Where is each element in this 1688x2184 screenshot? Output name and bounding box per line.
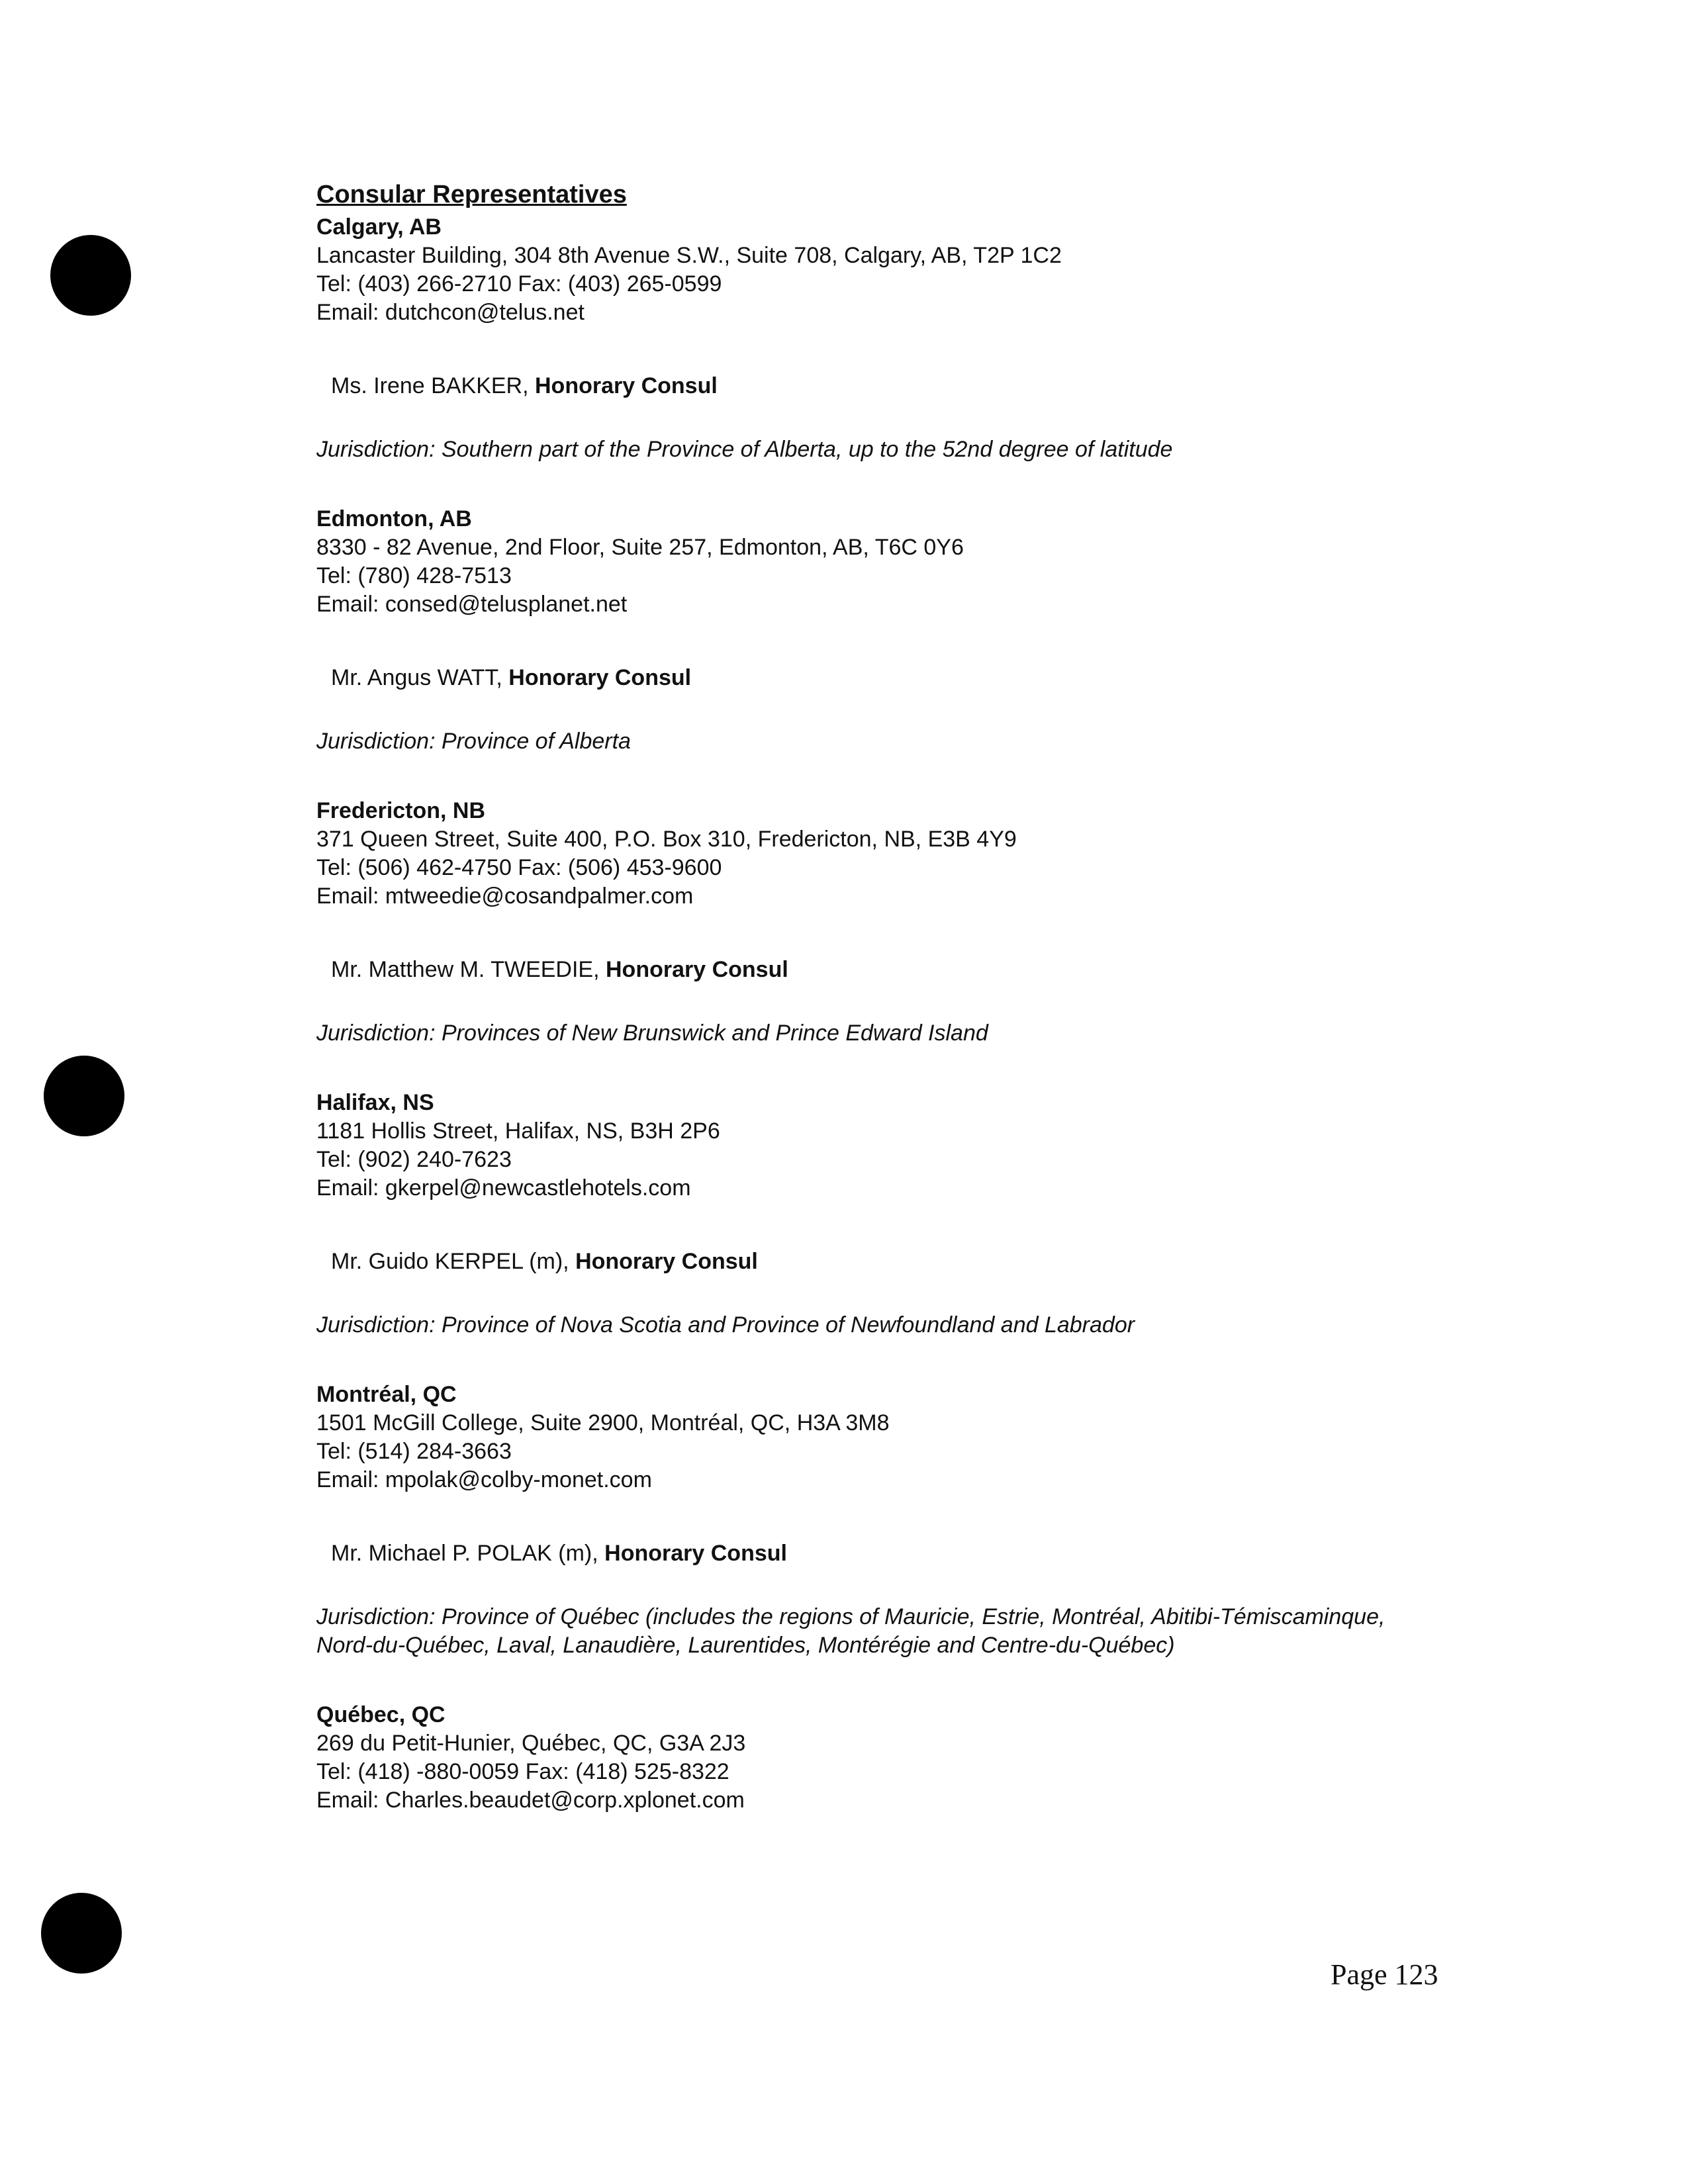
office-city: Calgary, AB bbox=[316, 214, 442, 240]
office-address: 371 Queen Street, Suite 400, P.O. Box 310, Fredericton, NB, E3B 4Y9 bbox=[316, 827, 1017, 852]
jurisdiction: Jurisdiction: Southern part of the Province of Alberta, up to the 52nd degree of latitude bbox=[316, 437, 1173, 462]
consul-name: Mr. Guido KERPEL (m), bbox=[331, 1249, 576, 1274]
office-phone: Tel: (514) 284-3663 bbox=[316, 1439, 512, 1464]
office-address: 1181 Hollis Street, Halifax, NS, B3H 2P6 bbox=[316, 1118, 720, 1144]
office-email: Email: gkerpel@newcastlehotels.com bbox=[316, 1175, 691, 1201]
consul-name: Ms. Irene BAKKER, bbox=[331, 373, 535, 398]
consul-name: Mr. Angus WATT, bbox=[331, 665, 509, 690]
consul-entry bbox=[331, 664, 1508, 692]
office-city: Edmonton, AB bbox=[316, 506, 472, 531]
office-email: Email: Charles.beaudet@corp.xplonet.com bbox=[316, 1788, 745, 1813]
section-heading: Consular Representatives bbox=[316, 181, 627, 208]
office-phone: Tel: (506) 462-4750 Fax: (506) 453-9600 bbox=[316, 855, 722, 880]
consul-name: Mr. Matthew M. TWEEDIE, bbox=[331, 957, 606, 982]
consul-entry bbox=[331, 1539, 1508, 1568]
office-city: Montréal, QC bbox=[316, 1382, 457, 1407]
office-phone: Tel: (418) -880-0059 Fax: (418) 525-8322 bbox=[316, 1759, 729, 1784]
office-address: Lancaster Building, 304 8th Avenue S.W., Suite 708, Calgary, AB, T2P 1C2 bbox=[316, 243, 1062, 268]
office-address: 1501 McGill College, Suite 2900, Montréal, QC, H3A 3M8 bbox=[316, 1410, 890, 1435]
office-quebec bbox=[316, 1701, 1508, 1815]
office-city: Fredericton, NB bbox=[316, 798, 486, 823]
jurisdiction: Jurisdiction: Province of Nova Scotia and Province of Newfoundland and Labrador bbox=[316, 1312, 1135, 1338]
office-fredericton bbox=[316, 797, 1508, 1048]
jurisdiction: Jurisdiction: Province of Alberta bbox=[316, 729, 631, 754]
office-calgary bbox=[316, 213, 1508, 464]
consul-role: Honorary Consul bbox=[575, 1249, 758, 1274]
office-montreal bbox=[316, 1381, 1508, 1660]
consul-role: Honorary Consul bbox=[535, 373, 718, 398]
consul-name: Mr. Michael P. POLAK (m), bbox=[331, 1541, 605, 1566]
consul-entry bbox=[331, 956, 1508, 984]
consul-role: Honorary Consul bbox=[508, 665, 692, 690]
office-phone: Tel: (403) 266-2710 Fax: (403) 265-0599 bbox=[316, 271, 722, 296]
binder-hole-middle bbox=[44, 1056, 124, 1136]
office-phone: Tel: (902) 240-7623 bbox=[316, 1147, 512, 1172]
office-halifax bbox=[316, 1089, 1508, 1340]
office-email: Email: mtweedie@cosandpalmer.com bbox=[316, 884, 694, 909]
office-email: Email: mpolak@colby-monet.com bbox=[316, 1467, 652, 1492]
consul-role: Honorary Consul bbox=[606, 957, 788, 982]
office-city: Québec, QC bbox=[316, 1702, 445, 1727]
office-city: Halifax, NS bbox=[316, 1090, 434, 1115]
consul-entry bbox=[331, 372, 1508, 400]
consul-entry bbox=[331, 1248, 1508, 1276]
office-address: 269 du Petit-Hunier, Québec, QC, G3A 2J3 bbox=[316, 1731, 746, 1756]
office-email: Email: consed@telusplanet.net bbox=[316, 592, 628, 617]
office-address: 8330 - 82 Avenue, 2nd Floor, Suite 257, Edmonton, AB, T6C 0Y6 bbox=[316, 535, 964, 560]
page-number: Page 123 bbox=[1331, 1958, 1438, 1991]
binder-hole-top bbox=[50, 235, 131, 316]
office-email: Email: dutchcon@telus.net bbox=[316, 300, 585, 325]
jurisdiction: Jurisdiction: Province of Québec (includes the regions of Mauricie, Estrie, Montréal, Abitibi-Témiscaminque, Nord-du-Québec, Laval, Lanaudière, Laurentides, Montérégie and Centre-du-Québec) bbox=[316, 1604, 1385, 1658]
office-phone: Tel: (780) 428-7513 bbox=[316, 563, 512, 588]
jurisdiction: Jurisdiction: Provinces of New Brunswick and Prince Edward Island bbox=[316, 1021, 988, 1046]
consul-role: Honorary Consul bbox=[604, 1541, 787, 1566]
binder-hole-bottom bbox=[41, 1893, 122, 1974]
document-body bbox=[316, 180, 1508, 1815]
office-edmonton bbox=[316, 505, 1508, 756]
